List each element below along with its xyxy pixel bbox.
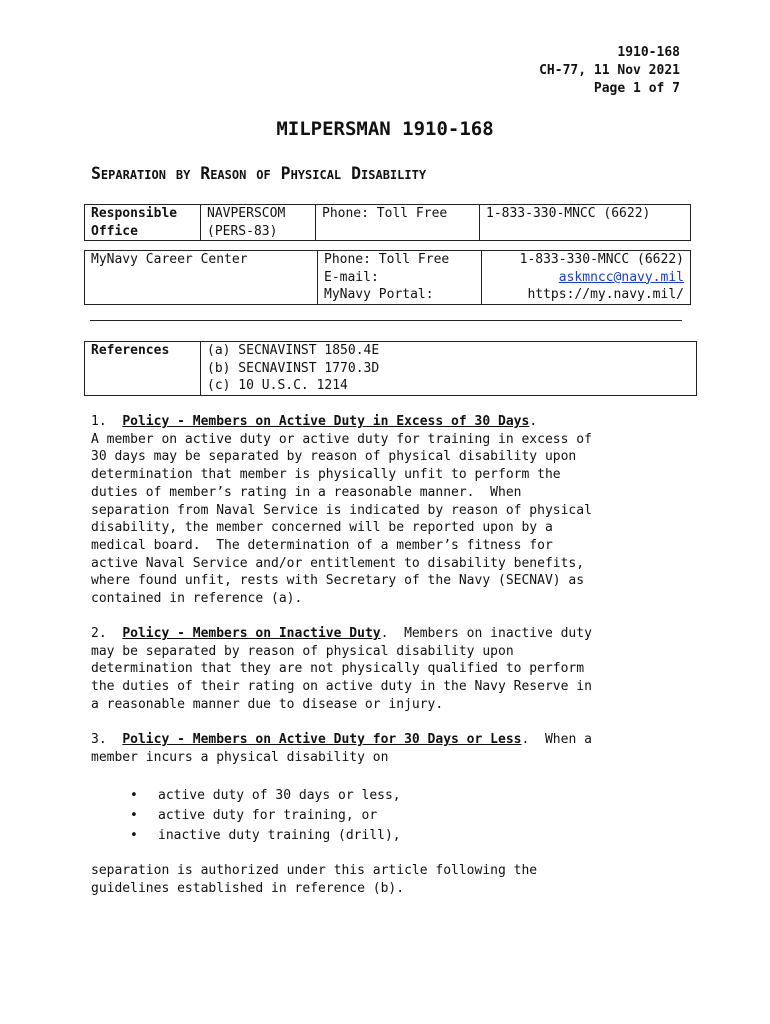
- section-3-closing: separation is authorized under this article following the guidelines established in reference (b).: [91, 863, 538, 896]
- section-2-number: 2.: [91, 626, 107, 641]
- page-title: MILPERSMAN 1910-168: [276, 118, 494, 140]
- responsible-office-table: [84, 204, 691, 241]
- section-1-body: A member on active duty or active duty for training in excess of 30 days may be separated by reason of physical disability upon determination that member is physically unfit to perform the duties of member’s rating in a reasonable manner. When separation from Naval Service is indicated by reason of physical disability, the member concerned will be reported upon by a medical board. The determination of a member’s fitness for active Naval Service and/or entitlement to disability benefits, where found unfit, rests with Secretary of the Navy (SECNAV) as contained in reference (a).: [91, 431, 592, 607]
- page-indicator: Page 1 of 7: [593, 81, 680, 96]
- references-list: [201, 342, 697, 396]
- section-2-lead: . Members on inactive duty: [380, 626, 592, 641]
- career-center-name: MyNavy Career Center: [85, 251, 318, 305]
- references-table: [84, 341, 697, 396]
- section-2-heading: Policy - Members on Inactive Duty: [122, 626, 381, 641]
- reference-item: (c) 10 U.S.C. 1214: [207, 378, 348, 394]
- section-1-heading: Policy - Members on Active Duty in Excess of 30 Days: [122, 414, 530, 429]
- section-2: [91, 625, 691, 714]
- section-1: [91, 413, 691, 608]
- email-link[interactable]: askmncc@navy.mil: [558, 269, 684, 285]
- responsible-phone-label: Phone: Toll Free: [316, 205, 480, 241]
- section-3: [91, 731, 691, 766]
- section-3-bullet-list: [130, 786, 401, 846]
- responsible-office-label: Responsible Office: [85, 205, 201, 241]
- career-center-labels: Phone: Toll Free E-mail: MyNavy Portal:: [318, 251, 482, 305]
- section-3-number: 3.: [91, 732, 107, 747]
- page-subtitle: Separation by Reason of Physical Disability: [91, 164, 427, 183]
- doc-number: 1910-168: [617, 45, 680, 60]
- responsible-phone-value: 1-833-330-MNCC (6622): [480, 205, 691, 241]
- change-date: CH-77, 11 Nov 2021: [539, 63, 680, 78]
- section-2-body: may be separated by reason of physical disability upon determination that they are not physically qualified to perform the duties of their rating on active duty in the Navy Reserve in a reasonable manner due to disease or injury.: [91, 643, 592, 712]
- references-label: References: [85, 342, 201, 396]
- section-3-body: member incurs a physical disability on: [91, 749, 389, 765]
- career-center-values: 1-833-330-MNCC (6622) askmncc@navy.mil https://my.navy.mil/: [482, 251, 691, 305]
- section-3-lead: . When a: [521, 732, 592, 747]
- reference-item: (b) SECNAVINST 1770.3D: [207, 360, 380, 376]
- career-center-table: [84, 250, 691, 305]
- list-item: • inactive duty training (drill),: [130, 828, 401, 843]
- reference-item: (a) SECNAVINST 1850.4E: [207, 343, 380, 358]
- list-item: • active duty of 30 days or less,: [130, 788, 401, 803]
- section-divider: [90, 320, 682, 321]
- section-1-lead: .: [529, 414, 538, 429]
- portal-link[interactable]: https://my.navy.mil/: [527, 287, 684, 303]
- responsible-office-name: NAVPERSCOM (PERS-83): [201, 205, 316, 241]
- section-1-number: 1.: [91, 414, 107, 429]
- list-item: • active duty for training, or: [130, 808, 378, 823]
- section-3-heading: Policy - Members on Active Duty for 30 Days or Less: [122, 732, 522, 747]
- document-header: [539, 44, 680, 98]
